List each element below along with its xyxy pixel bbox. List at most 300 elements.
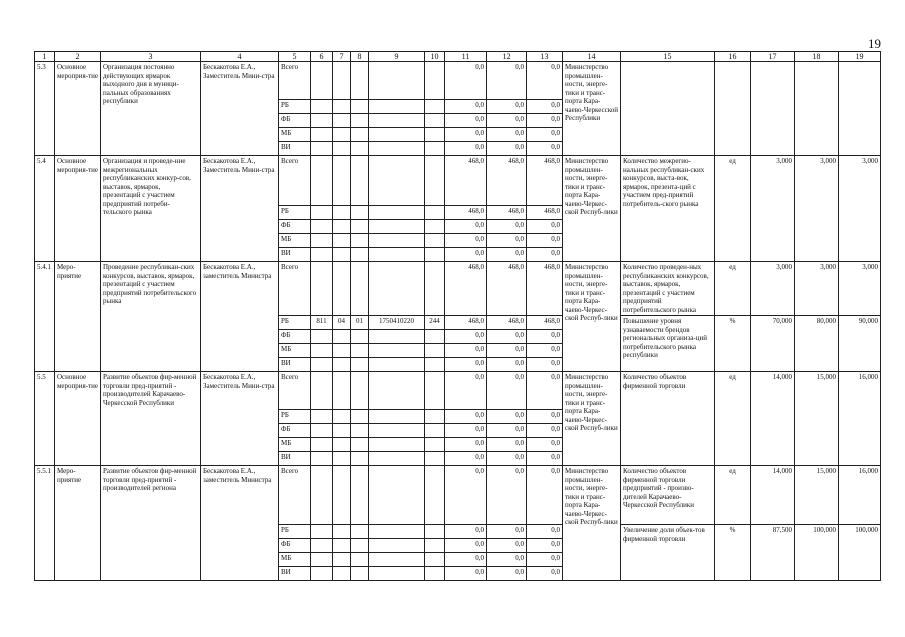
row-responsible: Бескакотова Е.А., Заместитель Мини-стра — [201, 156, 279, 262]
row-responsible: Бескакотова Е.А., заместитель Министра — [201, 262, 279, 372]
row-executor: Министерство промышлен-ности, энерге-тики и транс-порта Кара-чаево-Черкес-ской Респуб-лики — [563, 156, 621, 262]
row-name: Организация и проведе-ние межрегиональных республиканских конкур-сов, выставок, ярмарок, презентаций с участием предприятий потреби-тельского рынка — [101, 156, 201, 262]
value-year-1: 0,0 — [445, 330, 487, 344]
value-year-1: 0,0 — [445, 372, 487, 410]
indicator-value-3: 100,000 — [839, 525, 881, 581]
value-year-2: 0,0 — [487, 248, 527, 262]
value-year-3: 0,0 — [527, 234, 563, 248]
code-grbs — [311, 100, 333, 114]
column-header-16: 16 — [715, 52, 751, 62]
code-grbs — [311, 358, 333, 372]
indicator-value-3: 3,000 — [839, 156, 881, 262]
indicator-value-1: 70,000 — [751, 316, 795, 372]
value-year-1: 0,0 — [445, 62, 487, 100]
value-year-1: 468,0 — [445, 262, 487, 316]
code-pr — [351, 156, 369, 206]
value-year-2: 0,0 — [487, 438, 527, 452]
value-year-2: 0,0 — [487, 553, 527, 567]
funding-source: ВИ — [279, 452, 311, 466]
code-csr — [369, 128, 425, 142]
value-year-1: 0,0 — [445, 100, 487, 114]
value-year-1: 0,0 — [445, 220, 487, 234]
code-rz — [333, 358, 351, 372]
row-type: Основное мероприя-тие — [55, 372, 101, 466]
code-pr — [351, 206, 369, 220]
code-pr — [351, 438, 369, 452]
indicator-value-3 — [839, 62, 881, 156]
indicator-unit: % — [715, 525, 751, 581]
code-csr — [369, 220, 425, 234]
code-vr — [425, 438, 445, 452]
value-year-3: 0,0 — [527, 344, 563, 358]
code-rz — [333, 62, 351, 100]
code-csr — [369, 62, 425, 100]
code-rz — [333, 424, 351, 438]
code-grbs — [311, 248, 333, 262]
column-header-11: 11 — [445, 52, 487, 62]
table-body — [35, 52, 881, 581]
code-grbs — [311, 553, 333, 567]
code-rz — [333, 525, 351, 539]
indicator-value-2 — [795, 62, 839, 156]
code-pr — [351, 248, 369, 262]
code-csr — [369, 438, 425, 452]
funding-source: МБ — [279, 128, 311, 142]
code-rz — [333, 128, 351, 142]
value-year-1: 0,0 — [445, 424, 487, 438]
code-grbs — [311, 424, 333, 438]
value-year-3: 0,0 — [527, 372, 563, 410]
row-number: 5.5.1 — [35, 466, 55, 581]
code-vr — [425, 553, 445, 567]
code-csr — [369, 114, 425, 128]
row-name: Развитие объектов фир-менной торговли пред-приятий - производителей Карачаево-Черкесской Республики — [101, 372, 201, 466]
funding-source: Всего — [279, 466, 311, 525]
value-year-3: 468,0 — [527, 262, 563, 316]
funding-source: РБ — [279, 525, 311, 539]
code-vr — [425, 330, 445, 344]
code-rz — [333, 372, 351, 410]
code-csr — [369, 424, 425, 438]
code-rz — [333, 262, 351, 316]
funding-source: ФБ — [279, 114, 311, 128]
column-number-header — [35, 52, 881, 62]
value-year-1: 0,0 — [445, 142, 487, 156]
code-pr — [351, 262, 369, 316]
indicator-name: Количество объектов фирменной торговли предприятий - произво-дителей Карачаево-Черкесской Республики — [621, 466, 715, 525]
code-csr — [369, 234, 425, 248]
code-csr — [369, 539, 425, 553]
code-rz — [333, 344, 351, 358]
row-number: 5.4 — [35, 156, 55, 262]
indicator-value-2: 3,000 — [795, 262, 839, 316]
funding-source: ВИ — [279, 358, 311, 372]
code-pr: 01 — [351, 316, 369, 330]
value-year-2: 0,0 — [487, 220, 527, 234]
value-year-2: 0,0 — [487, 410, 527, 424]
indicator-value-3: 90,000 — [839, 316, 881, 372]
code-pr — [351, 234, 369, 248]
code-pr — [351, 62, 369, 100]
column-header-4: 4 — [201, 52, 279, 62]
value-year-2: 0,0 — [487, 128, 527, 142]
value-year-3: 0,0 — [527, 438, 563, 452]
code-vr — [425, 156, 445, 206]
code-csr — [369, 156, 425, 206]
column-header-2: 2 — [55, 52, 101, 62]
code-csr: 1750410220 — [369, 316, 425, 330]
value-year-3: 0,0 — [527, 330, 563, 344]
value-year-1: 0,0 — [445, 344, 487, 358]
code-rz — [333, 100, 351, 114]
code-grbs — [311, 234, 333, 248]
row-number: 5.4.1 — [35, 262, 55, 372]
code-pr — [351, 525, 369, 539]
value-year-1: 468,0 — [445, 156, 487, 206]
code-rz: 04 — [333, 316, 351, 330]
code-rz — [333, 330, 351, 344]
value-year-3: 0,0 — [527, 220, 563, 234]
column-header-7: 7 — [333, 52, 351, 62]
value-year-2: 0,0 — [487, 567, 527, 581]
code-rz — [333, 452, 351, 466]
indicator-unit — [715, 62, 751, 156]
value-year-2: 468,0 — [487, 262, 527, 316]
funding-source: Всего — [279, 372, 311, 410]
indicator-value-1 — [751, 62, 795, 156]
code-grbs — [311, 539, 333, 553]
value-year-1: 0,0 — [445, 438, 487, 452]
indicator-name: Количество проведен-ных республиканских конкурсов, выставок, ярмарок, презентаций с участием предприятий потребительского рынка — [621, 262, 715, 316]
funding-source: РБ — [279, 100, 311, 114]
code-csr — [369, 248, 425, 262]
funding-source: МБ — [279, 553, 311, 567]
value-year-3: 0,0 — [527, 114, 563, 128]
code-csr — [369, 452, 425, 466]
indicator-name: Количество межрегио-нальных республикан-ских конкурсов, выста-вок, ярмарок, презента-ций с участием пред-приятий потребитель-ского рынка — [621, 156, 715, 262]
code-rz — [333, 234, 351, 248]
code-vr — [425, 62, 445, 100]
value-year-2: 0,0 — [487, 525, 527, 539]
column-header-18: 18 — [795, 52, 839, 62]
program-table-sheet — [34, 51, 880, 589]
value-year-2: 0,0 — [487, 330, 527, 344]
value-year-3: 0,0 — [527, 466, 563, 525]
value-year-3: 0,0 — [527, 248, 563, 262]
code-grbs — [311, 466, 333, 525]
code-pr — [351, 344, 369, 358]
value-year-2: 0,0 — [487, 466, 527, 525]
indicator-value-1: 87,500 — [751, 525, 795, 581]
value-year-1: 0,0 — [445, 114, 487, 128]
table-row — [35, 262, 881, 316]
value-year-1: 0,0 — [445, 248, 487, 262]
code-vr — [425, 234, 445, 248]
code-vr — [425, 142, 445, 156]
value-year-2: 0,0 — [487, 358, 527, 372]
code-csr — [369, 553, 425, 567]
table-row — [35, 372, 881, 410]
code-vr — [425, 248, 445, 262]
code-vr — [425, 539, 445, 553]
code-grbs — [311, 372, 333, 410]
code-grbs — [311, 410, 333, 424]
code-rz — [333, 410, 351, 424]
row-executor: Министерство промышлен-ности, энерге-тики и транс-порта Кара-чаево-Черкес-ской Респуб-лики — [563, 466, 621, 581]
code-pr — [351, 452, 369, 466]
value-year-2: 0,0 — [487, 372, 527, 410]
code-csr — [369, 525, 425, 539]
indicator-name: Количество объектов фирменной торговли — [621, 372, 715, 466]
value-year-3: 468,0 — [527, 206, 563, 220]
code-rz — [333, 206, 351, 220]
code-vr — [425, 100, 445, 114]
code-pr — [351, 128, 369, 142]
value-year-2: 0,0 — [487, 344, 527, 358]
funding-source: ФБ — [279, 220, 311, 234]
value-year-2: 468,0 — [487, 316, 527, 330]
funding-source: Всего — [279, 156, 311, 206]
row-type: Меро-приятие — [55, 466, 101, 581]
code-grbs — [311, 114, 333, 128]
value-year-3: 0,0 — [527, 142, 563, 156]
value-year-1: 0,0 — [445, 553, 487, 567]
indicator-value-3: 16,000 — [839, 466, 881, 525]
column-header-10: 10 — [425, 52, 445, 62]
table-row — [35, 466, 881, 525]
row-type: Основное мероприя-тие — [55, 156, 101, 262]
indicator-value-1: 3,000 — [751, 156, 795, 262]
column-header-6: 6 — [311, 52, 333, 62]
value-year-3: 0,0 — [527, 539, 563, 553]
code-csr — [369, 344, 425, 358]
value-year-3: 0,0 — [527, 452, 563, 466]
funding-source: ФБ — [279, 539, 311, 553]
code-grbs — [311, 567, 333, 581]
funding-source: РБ — [279, 316, 311, 330]
code-csr — [369, 410, 425, 424]
code-grbs — [311, 344, 333, 358]
row-name: Организация постоянно действующих ярмарок выходного дня в муници-пальных образованиях республики — [101, 62, 201, 156]
code-vr — [425, 452, 445, 466]
funding-source: МБ — [279, 344, 311, 358]
code-pr — [351, 114, 369, 128]
code-vr — [425, 424, 445, 438]
table-row — [35, 62, 881, 100]
column-header-17: 17 — [751, 52, 795, 62]
code-csr — [369, 100, 425, 114]
code-grbs — [311, 330, 333, 344]
value-year-1: 0,0 — [445, 452, 487, 466]
code-vr — [425, 372, 445, 410]
code-grbs — [311, 62, 333, 100]
column-header-1: 1 — [35, 52, 55, 62]
row-type: Меро-приятие — [55, 262, 101, 372]
value-year-2: 0,0 — [487, 424, 527, 438]
code-vr — [425, 525, 445, 539]
funding-source: ВИ — [279, 567, 311, 581]
value-year-3: 0,0 — [527, 62, 563, 100]
row-type: Основное мероприя-тие — [55, 62, 101, 156]
value-year-3: 0,0 — [527, 410, 563, 424]
code-pr — [351, 372, 369, 410]
column-header-13: 13 — [527, 52, 563, 62]
code-vr — [425, 466, 445, 525]
funding-source: ФБ — [279, 424, 311, 438]
code-rz — [333, 114, 351, 128]
row-responsible: Бескакотова Е.А., Заместитель Мини-стра — [201, 372, 279, 466]
indicator-value-1: 3,000 — [751, 262, 795, 316]
row-name: Проведение республикан-ских конкурсов, выставок, ярмарок, презентаций с участием предприятий потребительского рынка — [101, 262, 201, 372]
indicator-value-2: 80,000 — [795, 316, 839, 372]
code-grbs — [311, 452, 333, 466]
funding-source: Всего — [279, 262, 311, 316]
value-year-1: 468,0 — [445, 206, 487, 220]
code-pr — [351, 330, 369, 344]
code-pr — [351, 100, 369, 114]
code-vr — [425, 206, 445, 220]
code-grbs — [311, 128, 333, 142]
code-csr — [369, 567, 425, 581]
indicator-value-2: 15,000 — [795, 466, 839, 525]
value-year-2: 468,0 — [487, 206, 527, 220]
code-grbs — [311, 156, 333, 206]
value-year-2: 0,0 — [487, 452, 527, 466]
code-rz — [333, 220, 351, 234]
code-pr — [351, 220, 369, 234]
code-vr — [425, 220, 445, 234]
value-year-2: 0,0 — [487, 234, 527, 248]
row-number: 5.5 — [35, 372, 55, 466]
code-rz — [333, 142, 351, 156]
column-header-5: 5 — [279, 52, 311, 62]
funding-source: Всего — [279, 62, 311, 100]
value-year-1: 0,0 — [445, 358, 487, 372]
indicator-value-1: 14,000 — [751, 466, 795, 525]
code-grbs: 811 — [311, 316, 333, 330]
indicator-value-3: 16,000 — [839, 372, 881, 466]
code-grbs — [311, 206, 333, 220]
code-pr — [351, 553, 369, 567]
indicator-unit: ед — [715, 372, 751, 466]
code-csr — [369, 142, 425, 156]
code-csr — [369, 206, 425, 220]
code-pr — [351, 466, 369, 525]
value-year-1: 0,0 — [445, 128, 487, 142]
value-year-1: 0,0 — [445, 567, 487, 581]
funding-source: РБ — [279, 410, 311, 424]
code-pr — [351, 567, 369, 581]
row-executor: Министерство промышлен-ности, энерге-тики и транс-порта Кара-чаево-Черкесской Республики — [563, 62, 621, 156]
code-grbs — [311, 438, 333, 452]
code-vr: 244 — [425, 316, 445, 330]
value-year-1: 0,0 — [445, 525, 487, 539]
value-year-2: 0,0 — [487, 539, 527, 553]
column-header-14: 14 — [563, 52, 621, 62]
code-vr — [425, 262, 445, 316]
code-csr — [369, 262, 425, 316]
value-year-3: 0,0 — [527, 128, 563, 142]
column-header-15: 15 — [621, 52, 715, 62]
indicator-value-1: 14,000 — [751, 372, 795, 466]
code-grbs — [311, 220, 333, 234]
value-year-2: 0,0 — [487, 62, 527, 100]
code-pr — [351, 539, 369, 553]
row-responsible: Бескакотова Е.А., заместитель Министра — [201, 466, 279, 581]
code-csr — [369, 330, 425, 344]
value-year-2: 468,0 — [487, 156, 527, 206]
indicator-name: Увеличение доли объек-тов фирменной торговли — [621, 525, 715, 581]
code-pr — [351, 410, 369, 424]
indicator-unit: ед — [715, 262, 751, 316]
indicator-name — [621, 62, 715, 156]
code-grbs — [311, 142, 333, 156]
code-pr — [351, 358, 369, 372]
funding-source: РБ — [279, 206, 311, 220]
code-grbs — [311, 262, 333, 316]
indicator-unit: ед — [715, 466, 751, 525]
value-year-3: 0,0 — [527, 567, 563, 581]
code-grbs — [311, 525, 333, 539]
code-rz — [333, 553, 351, 567]
indicator-value-3: 3,000 — [839, 262, 881, 316]
value-year-3: 0,0 — [527, 553, 563, 567]
value-year-3: 0,0 — [527, 424, 563, 438]
code-rz — [333, 567, 351, 581]
code-vr — [425, 114, 445, 128]
code-csr — [369, 372, 425, 410]
code-vr — [425, 567, 445, 581]
value-year-1: 0,0 — [445, 234, 487, 248]
indicator-value-2: 3,000 — [795, 156, 839, 262]
code-rz — [333, 248, 351, 262]
table-row — [35, 156, 881, 206]
code-csr — [369, 358, 425, 372]
value-year-2: 0,0 — [487, 114, 527, 128]
code-pr — [351, 424, 369, 438]
code-rz — [333, 466, 351, 525]
indicator-unit: % — [715, 316, 751, 372]
code-vr — [425, 410, 445, 424]
column-header-19: 19 — [839, 52, 881, 62]
value-year-1: 0,0 — [445, 539, 487, 553]
row-name: Развитие объектов фир-менной торговли пред-приятий - производителей региона — [101, 466, 201, 581]
column-header-3: 3 — [101, 52, 201, 62]
value-year-1: 468,0 — [445, 316, 487, 330]
value-year-3: 0,0 — [527, 100, 563, 114]
value-year-2: 0,0 — [487, 100, 527, 114]
row-executor: Министерство промышлен-ности, энерге-тики и транс-порта Кара-чаево-Черкес-ской Респуб-лики — [563, 372, 621, 466]
page-number: 19 — [868, 36, 881, 51]
value-year-3: 468,0 — [527, 316, 563, 330]
row-number: 5.3 — [35, 62, 55, 156]
funding-source: ВИ — [279, 142, 311, 156]
column-header-8: 8 — [351, 52, 369, 62]
row-executor: Министерство промышлен-ности, энерге-тики и транс-порта Кара-чаево-Черкес-ской Респуб-лики — [563, 262, 621, 372]
column-header-9: 9 — [369, 52, 425, 62]
code-vr — [425, 128, 445, 142]
indicator-value-2: 100,000 — [795, 525, 839, 581]
funding-source: МБ — [279, 438, 311, 452]
indicator-name: Повышение уровня узнаваемости брендов региональных организа-ций потребительского рынка республики — [621, 316, 715, 372]
value-year-2: 0,0 — [487, 142, 527, 156]
code-pr — [351, 142, 369, 156]
value-year-3: 0,0 — [527, 525, 563, 539]
funding-source: ФБ — [279, 330, 311, 344]
funding-source: МБ — [279, 234, 311, 248]
code-vr — [425, 344, 445, 358]
column-header-12: 12 — [487, 52, 527, 62]
